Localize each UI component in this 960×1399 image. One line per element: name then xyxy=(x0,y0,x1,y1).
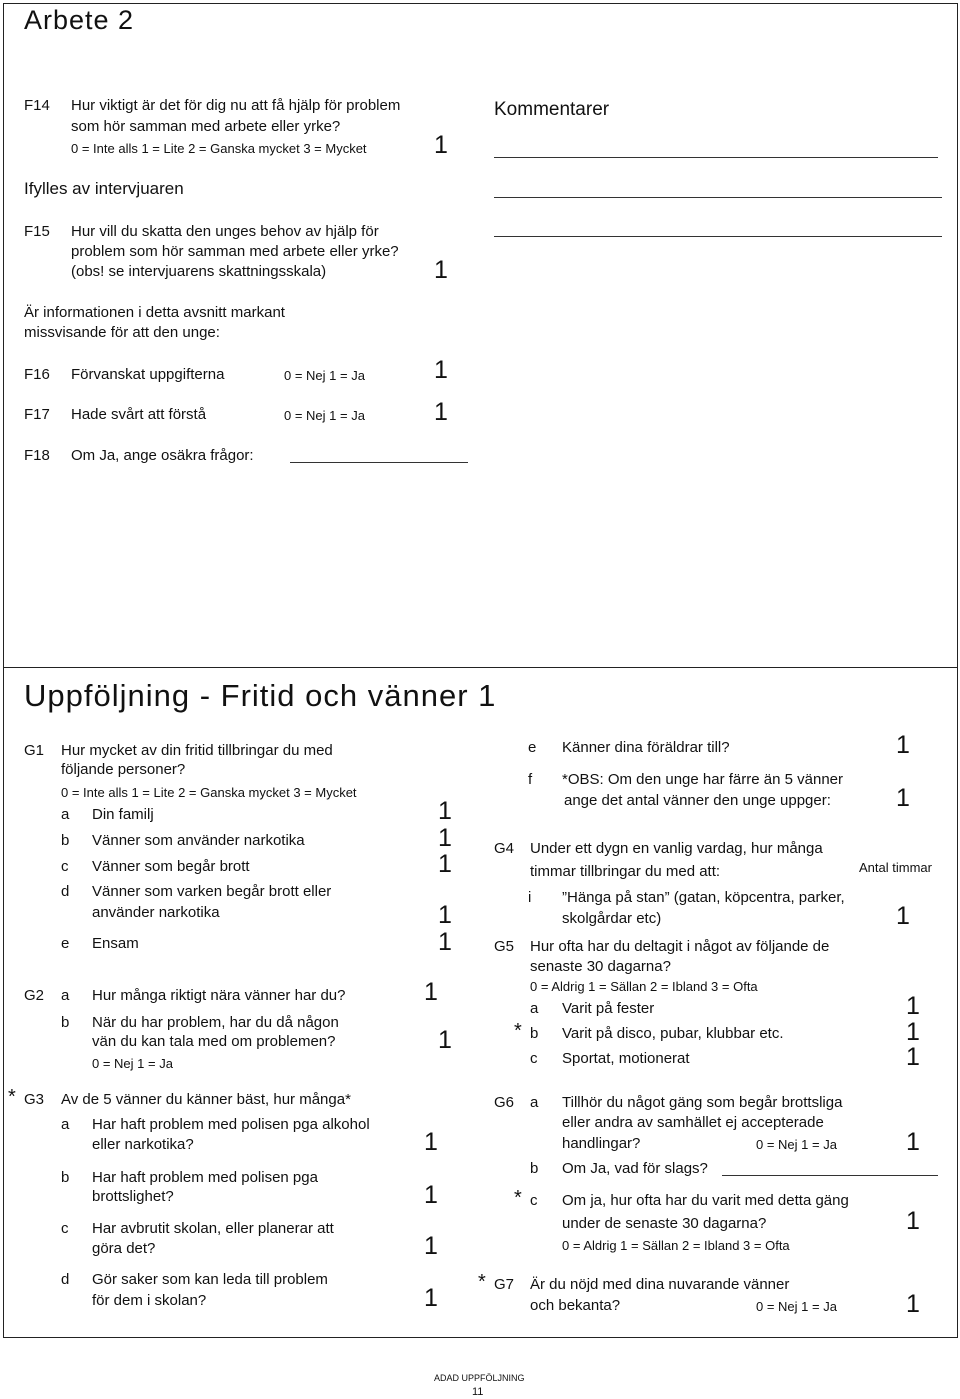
answer-code-f17[interactable]: 1 xyxy=(434,398,448,426)
item-text-g6b: Om Ja, vad för slags? xyxy=(562,1160,708,1177)
scale-g6a: 0 = Nej 1 = Ja xyxy=(756,1137,837,1152)
item-letter-g3a: a xyxy=(61,1116,70,1133)
scale-g7: 0 = Nej 1 = Ja xyxy=(756,1299,837,1314)
question-id-g2: G2 xyxy=(24,987,45,1004)
scale-g1: 0 = Inte alls 1 = Lite 2 = Ganska mycket 3 = Mycket xyxy=(61,785,357,800)
item-letter-g1a: a xyxy=(61,806,70,823)
item-letter-g3b: b xyxy=(61,1169,70,1186)
question-id-f15: F15 xyxy=(24,223,50,240)
answer-code-g2b[interactable]: 1 xyxy=(438,1026,452,1054)
question-text-f16: Förvanskat uppgifterna xyxy=(71,366,225,383)
item-text-g5a: Varit på fester xyxy=(562,1000,655,1017)
page-number: 11 xyxy=(472,1386,484,1398)
item-text-g6a-line3: handlingar? xyxy=(562,1135,641,1152)
item-text-g4i-line2: skolgårdar etc) xyxy=(562,910,662,927)
answer-code-g6a[interactable]: 1 xyxy=(906,1128,920,1156)
answer-code-g7[interactable]: 1 xyxy=(906,1290,920,1318)
item-text-g1a: Din familj xyxy=(92,806,154,823)
item-letter-g6b: b xyxy=(530,1160,539,1177)
asterisk-marker-g3: * xyxy=(8,1086,16,1108)
item-text-g6a-line1: Tillhör du något gäng som begår brottsliga xyxy=(562,1094,843,1111)
answer-code-f14[interactable]: 1 xyxy=(434,131,448,159)
question-id-g4: G4 xyxy=(494,840,515,857)
question-text-f15-line2: problem som hör samman med arbete eller yrke? xyxy=(71,243,399,260)
item-text-g1b: Vänner som använder narkotika xyxy=(92,832,305,849)
item-text-g3d-line2: för dem i skolan? xyxy=(92,1292,207,1309)
item-letter-g6a: a xyxy=(530,1094,539,1111)
answer-code-g1e-right[interactable]: 1 xyxy=(896,731,910,759)
item-text-g3d-line1: Gör saker som kan leda till problem xyxy=(92,1271,328,1288)
item-letter-g2b: b xyxy=(61,1014,70,1031)
question-text-g1-line1: Hur mycket av din fritid tillbringar du med xyxy=(61,742,333,759)
question-text-g5-line1: Hur ofta har du deltagit i något av följande de xyxy=(530,938,830,955)
question-text-f17: Hade svårt att förstå xyxy=(71,406,207,423)
item-text-g3a-line2: eller narkotika? xyxy=(92,1136,194,1153)
item-letter-g5b: b xyxy=(530,1025,539,1042)
question-text-g3: Av de 5 vänner du känner bäst, hur många* xyxy=(61,1091,351,1108)
item-text-g5c: Sportat, motionerat xyxy=(562,1050,690,1067)
question-id-f18: F18 xyxy=(24,447,50,464)
question-text-f15-line3: (obs! se intervjuarens skattningsskala) xyxy=(71,263,327,280)
answer-code-g1a[interactable]: 1 xyxy=(438,797,452,825)
item-letter-g2a: a xyxy=(61,987,70,1004)
comment-line-3[interactable] xyxy=(494,236,942,237)
item-letter-g3c: c xyxy=(61,1220,69,1237)
item-text-g6c-line2: under de senaste 30 dagarna? xyxy=(562,1215,767,1232)
question-text-f14-line1: Hur viktigt är det för dig nu att få hjälp för problem xyxy=(71,97,401,114)
answer-code-g1e[interactable]: 1 xyxy=(438,928,452,956)
item-text-g5b: Varit på disco, pubar, klubbar etc. xyxy=(562,1025,784,1042)
comments-label: Kommentarer xyxy=(494,99,610,120)
item-letter-g1e-right: e xyxy=(528,739,537,756)
answer-code-f15[interactable]: 1 xyxy=(434,256,448,284)
item-text-g2b-line2: vän du kan tala med om problemen? xyxy=(92,1033,336,1050)
item-text-g4i-line1: ”Hänga på stan” (gatan, köpcentra, parker, xyxy=(562,889,845,906)
answer-code-g5c[interactable]: 1 xyxy=(906,1043,920,1071)
scale-g2: 0 = Nej 1 = Ja xyxy=(92,1056,173,1071)
filled-by-interviewer-heading: Ifylles av intervjuaren xyxy=(24,179,184,198)
item-text-g1f-line2: ange det antal vänner den unge uppger: xyxy=(564,792,831,809)
question-id-g6: G6 xyxy=(494,1094,515,1111)
item-text-g1d-line1: Vänner som varken begår brott eller xyxy=(92,883,332,900)
scale-f16: 0 = Nej 1 = Ja xyxy=(284,368,365,383)
question-id-g1: G1 xyxy=(24,742,45,759)
question-text-g1-line2: följande personer? xyxy=(61,761,186,778)
answer-code-g1c[interactable]: 1 xyxy=(438,850,452,878)
item-letter-g1d: d xyxy=(61,883,70,900)
info-text-line2: missvisande för att den unge: xyxy=(24,324,220,341)
section-title-fritid: Uppföljning - Fritid och vänner 1 xyxy=(24,678,497,713)
item-text-g3b-line2: brottslighet? xyxy=(92,1188,174,1205)
question-id-f17: F17 xyxy=(24,406,50,423)
answer-code-g5a[interactable]: 1 xyxy=(906,992,920,1020)
scale-g5: 0 = Aldrig 1 = Sällan 2 = Ibland 3 = Ofta xyxy=(530,979,758,994)
question-text-g5-line2: senaste 30 dagarna? xyxy=(530,958,671,975)
unit-label-g4: Antal timmar xyxy=(859,860,932,875)
item-text-g1e-right: Känner dina föräldrar till? xyxy=(562,739,730,756)
item-text-g3c-line1: Har avbrutit skolan, eller planerar att xyxy=(92,1220,334,1237)
item-text-g2a: Hur många riktigt nära vänner har du? xyxy=(92,987,346,1004)
scale-g6c: 0 = Aldrig 1 = Sällan 2 = Ibland 3 = Ofta xyxy=(562,1238,790,1253)
item-letter-g6c: c xyxy=(530,1192,538,1209)
question-id-g5: G5 xyxy=(494,938,515,955)
question-text-g7-line1: Är du nöjd med dina nuvarande vänner xyxy=(530,1276,790,1293)
item-text-g6a-line2: eller andra av samhället ej accepterade xyxy=(562,1114,824,1131)
question-text-g7-line2: och bekanta? xyxy=(530,1297,621,1314)
item-text-g3b-line1: Har haft problem med polisen pga xyxy=(92,1169,318,1186)
section-title-arbete: Arbete 2 xyxy=(24,5,135,35)
item-letter-g5c: c xyxy=(530,1050,538,1067)
item-text-g1c: Vänner som begår brott xyxy=(92,858,250,875)
item-text-g1e: Ensam xyxy=(92,935,139,952)
answer-code-g5b[interactable]: 1 xyxy=(906,1018,920,1046)
answer-code-f16[interactable]: 1 xyxy=(434,356,448,384)
question-id-f16: F16 xyxy=(24,366,50,383)
question-text-f18: Om Ja, ange osäkra frågor: xyxy=(71,447,254,464)
scale-f14: 0 = Inte alls 1 = Lite 2 = Ganska mycket 3 = Mycket xyxy=(71,141,367,156)
question-text-f15-line1: Hur vill du skatta den unges behov av hjälp för xyxy=(71,223,379,240)
answer-code-g4i[interactable]: 1 xyxy=(896,902,910,930)
asterisk-marker-g6c: * xyxy=(514,1187,522,1209)
answer-code-g6c[interactable]: 1 xyxy=(906,1207,920,1235)
question-id-g7: G7 xyxy=(494,1276,515,1293)
item-text-g6c-line1: Om ja, hur ofta har du varit med detta gäng xyxy=(562,1192,849,1209)
item-letter-g1b: b xyxy=(61,832,70,849)
question-id-f14: F14 xyxy=(24,97,50,114)
scale-f17: 0 = Nej 1 = Ja xyxy=(284,408,365,423)
answer-code-g1b[interactable]: 1 xyxy=(438,824,452,852)
answer-code-g2a[interactable]: 1 xyxy=(424,978,438,1006)
item-letter-g1f: f xyxy=(528,771,533,788)
asterisk-marker-g7: * xyxy=(478,1271,486,1293)
comment-line-2[interactable] xyxy=(494,197,942,198)
item-letter-g3d: d xyxy=(61,1271,70,1288)
question-id-g3: G3 xyxy=(24,1091,45,1108)
footer-label: ADAD UPPFÖLJNING xyxy=(434,1373,525,1383)
answer-code-g3a[interactable]: 1 xyxy=(424,1128,438,1156)
item-letter-g5a: a xyxy=(530,1000,539,1017)
item-letter-g1e: e xyxy=(61,935,70,952)
question-text-g4-line2: timmar tillbringar du med att: xyxy=(530,863,721,880)
answer-line-g6b[interactable] xyxy=(722,1175,938,1176)
item-text-g3a-line1: Har haft problem med polisen pga alkohol xyxy=(92,1116,370,1133)
question-text-f14-line2: som hör samman med arbete eller yrke? xyxy=(71,118,341,135)
item-letter-g1c: c xyxy=(61,858,69,875)
info-text-line1: Är informationen i detta avsnitt markant xyxy=(24,304,285,321)
item-text-g3c-line2: göra det? xyxy=(92,1240,156,1257)
answer-code-g1d[interactable]: 1 xyxy=(438,901,452,929)
item-letter-g4i: i xyxy=(528,889,532,906)
item-text-g1d-line2: använder narkotika xyxy=(92,904,220,921)
item-text-g2b-line1: När du har problem, har du då någon xyxy=(92,1014,339,1031)
answer-code-g3d[interactable]: 1 xyxy=(424,1284,438,1312)
answer-code-g1f[interactable]: 1 xyxy=(896,784,910,812)
answer-code-g3c[interactable]: 1 xyxy=(424,1232,438,1260)
item-text-g1f-line1: *OBS: Om den unge har färre än 5 vänner xyxy=(562,771,843,788)
asterisk-marker-g5b: * xyxy=(514,1020,522,1042)
answer-line-f18[interactable] xyxy=(290,462,468,463)
question-text-g4-line1: Under ett dygn en vanlig vardag, hur många xyxy=(530,840,823,857)
answer-code-g3b[interactable]: 1 xyxy=(424,1181,438,1209)
comment-line-1[interactable] xyxy=(494,157,938,158)
